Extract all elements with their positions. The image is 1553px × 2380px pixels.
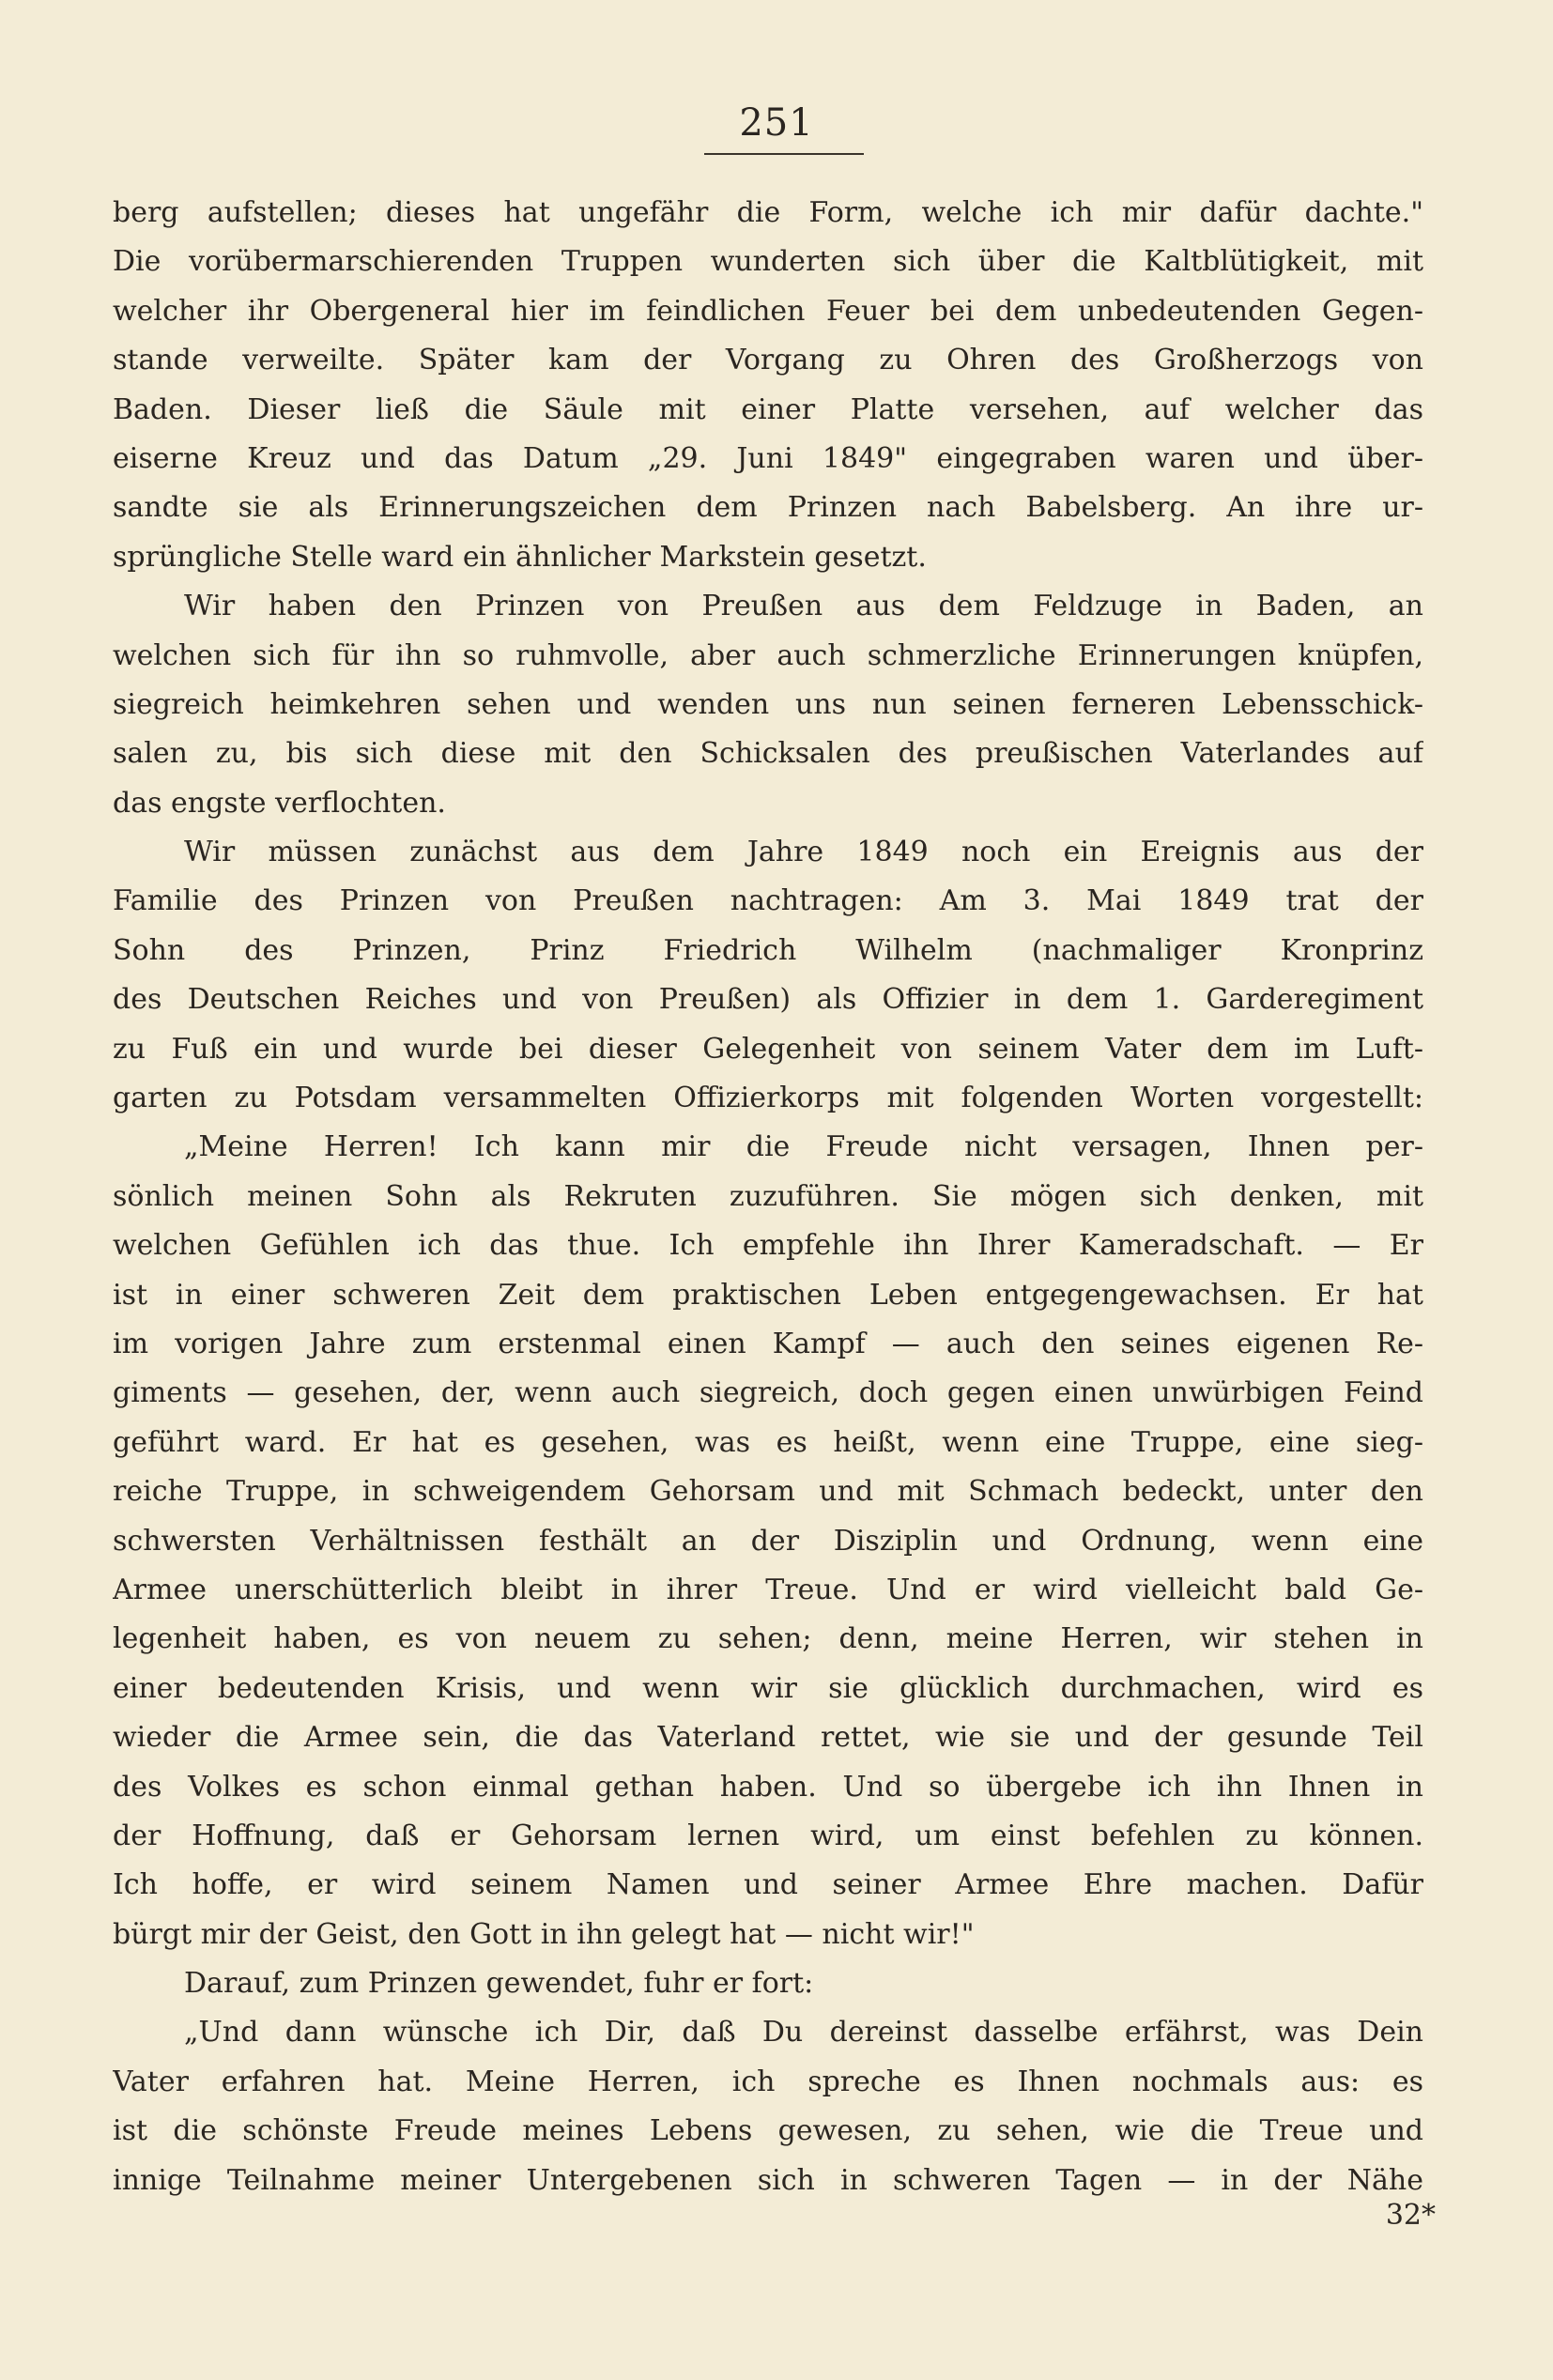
text-line: innige Teilnahme meiner Untergebenen sich in schweren Tagen — in der Nähe: [113, 2163, 1423, 2197]
text-line: das engste verflochten.: [113, 786, 446, 820]
text-line: bürgt mir der Geist, den Gott in ihn gelegt hat — nicht wir!": [113, 1917, 975, 1951]
text-line: des Deutschen Reiches und von Preußen) als Offizier in dem 1. Garderegiment: [113, 983, 1423, 1017]
text-line: der Hoffnung, daß er Gehorsam lernen wird, um einst befehlen zu können.: [113, 1819, 1423, 1852]
text-line: stande verweilte. Später kam der Vorgang zu Ohren des Großherzogs von: [113, 344, 1423, 377]
page-number: 251: [739, 101, 814, 145]
text-line: ist die schönste Freude meines Lebens gewesen, zu sehen, wie die Treue und: [113, 2114, 1423, 2148]
text-line: „Meine Herren! Ich kann mir die Freude nicht versagen, Ihnen per-: [184, 1130, 1423, 1164]
text-line: Baden. Dieser ließ die Säule mit einer Platte versehen, auf welcher das: [113, 392, 1423, 426]
text-line: legenheit haben, es von neuem zu sehen; denn, meine Herren, wir stehen in: [113, 1622, 1423, 1656]
text-line: Armee unerschütterlich bleibt in ihrer Treue. Und er wird vielleicht bald Ge-: [113, 1573, 1423, 1606]
text-line: „Und dann wünsche ich Dir, daß Du dereinst dasselbe erfährst, was Dein: [184, 2016, 1423, 2050]
text-line: garten zu Potsdam versammelten Offizierkorps mit folgenden Worten vorgestellt:: [113, 1082, 1423, 1115]
text-line: einer bedeutenden Krisis, und wenn wir sie glücklich durchmachen, wird es: [113, 1671, 1423, 1705]
text-line: eiserne Kreuz und das Datum „29. Juni 1849" eingegraben waren und über-: [113, 441, 1423, 475]
body-text: [113, 189, 1423, 2205]
text-line: sandte sie als Erinnerungszeichen dem Prinzen nach Babelsberg. An ihre ur-: [113, 491, 1423, 525]
text-line: siegreich heimkehren sehen und wenden uns nun seinen ferneren Lebensschick-: [113, 687, 1423, 721]
text-line: Wir müssen zunächst aus dem Jahre 1849 noch ein Ereignis aus der: [184, 836, 1423, 869]
text-line: berg aufstellen; dieses hat ungefähr die Form, welche ich mir dafür dachte.": [113, 196, 1423, 229]
text-line: zu Fuß ein und wurde bei dieser Gelegenheit von seinem Vater dem im Luft-: [113, 1032, 1423, 1066]
text-line: welcher ihr Obergeneral hier im feindlichen Feuer bei dem unbedeutenden Gegen-: [113, 294, 1423, 328]
text-line: Sohn des Prinzen, Prinz Friedrich Wilhelm (nachmaliger Kronprinz: [113, 933, 1423, 967]
text-line: salen zu, bis sich diese mit den Schicksalen des preußischen Vaterlandes auf: [113, 737, 1423, 771]
text-line: geführt ward. Er hat es gesehen, was es heißt, wenn eine Truppe, eine sieg-: [113, 1425, 1423, 1459]
text-line: giments — gesehen, der, wenn auch siegreich, doch gegen einen unwürbigen Feind: [113, 1376, 1423, 1410]
header-rule: [704, 153, 864, 155]
text-line: sprüngliche Stelle ward ein ähnlicher Markstein gesetzt.: [113, 540, 927, 574]
text-line: im vorigen Jahre zum erstenmal einen Kampf — auch den seines eigenen Re-: [113, 1327, 1423, 1360]
text-line: Die vorübermarschierenden Truppen wunderten sich über die Kaltblütigkeit, mit: [113, 245, 1423, 279]
text-line: Familie des Prinzen von Preußen nachtragen: Am 3. Mai 1849 trat der: [113, 884, 1423, 918]
text-line: des Volkes es schon einmal gethan haben. Und so übergebe ich ihn Ihnen in: [113, 1770, 1423, 1804]
text-line: sönlich meinen Sohn als Rekruten zuzuführen. Sie mögen sich denken, mit: [113, 1179, 1423, 1213]
text-line: Ich hoffe, er wird seinem Namen und seiner Armee Ehre machen. Dafür: [113, 1868, 1423, 1902]
text-line: Darauf, zum Prinzen gewendet, fuhr er fort:: [184, 1967, 814, 2001]
text-line: ist in einer schweren Zeit dem praktischen Leben entgegengewachsen. Er hat: [113, 1278, 1423, 1312]
text-line: welchen Gefühlen ich das thue. Ich empfehle ihn Ihrer Kameradschaft. — Er: [113, 1229, 1423, 1263]
text-line: reiche Truppe, in schweigendem Gehorsam und mit Schmach bedeckt, unter den: [113, 1475, 1423, 1509]
signature-mark: 32*: [1385, 2199, 1436, 2232]
text-line: schwersten Verhältnissen festhält an der Disziplin und Ordnung, wenn eine: [113, 1524, 1423, 1558]
text-line: Vater erfahren hat. Meine Herren, ich spreche es Ihnen nochmals aus: es: [113, 2065, 1423, 2098]
text-line: wieder die Armee sein, die das Vaterland rettet, wie sie und der gesunde Teil: [113, 1721, 1423, 1755]
text-line: Wir haben den Prinzen von Preußen aus dem Feldzuge in Baden, an: [184, 590, 1423, 623]
text-line: welchen sich für ihn so ruhmvolle, aber auch schmerzliche Erinnerungen knüpfen,: [113, 638, 1423, 672]
